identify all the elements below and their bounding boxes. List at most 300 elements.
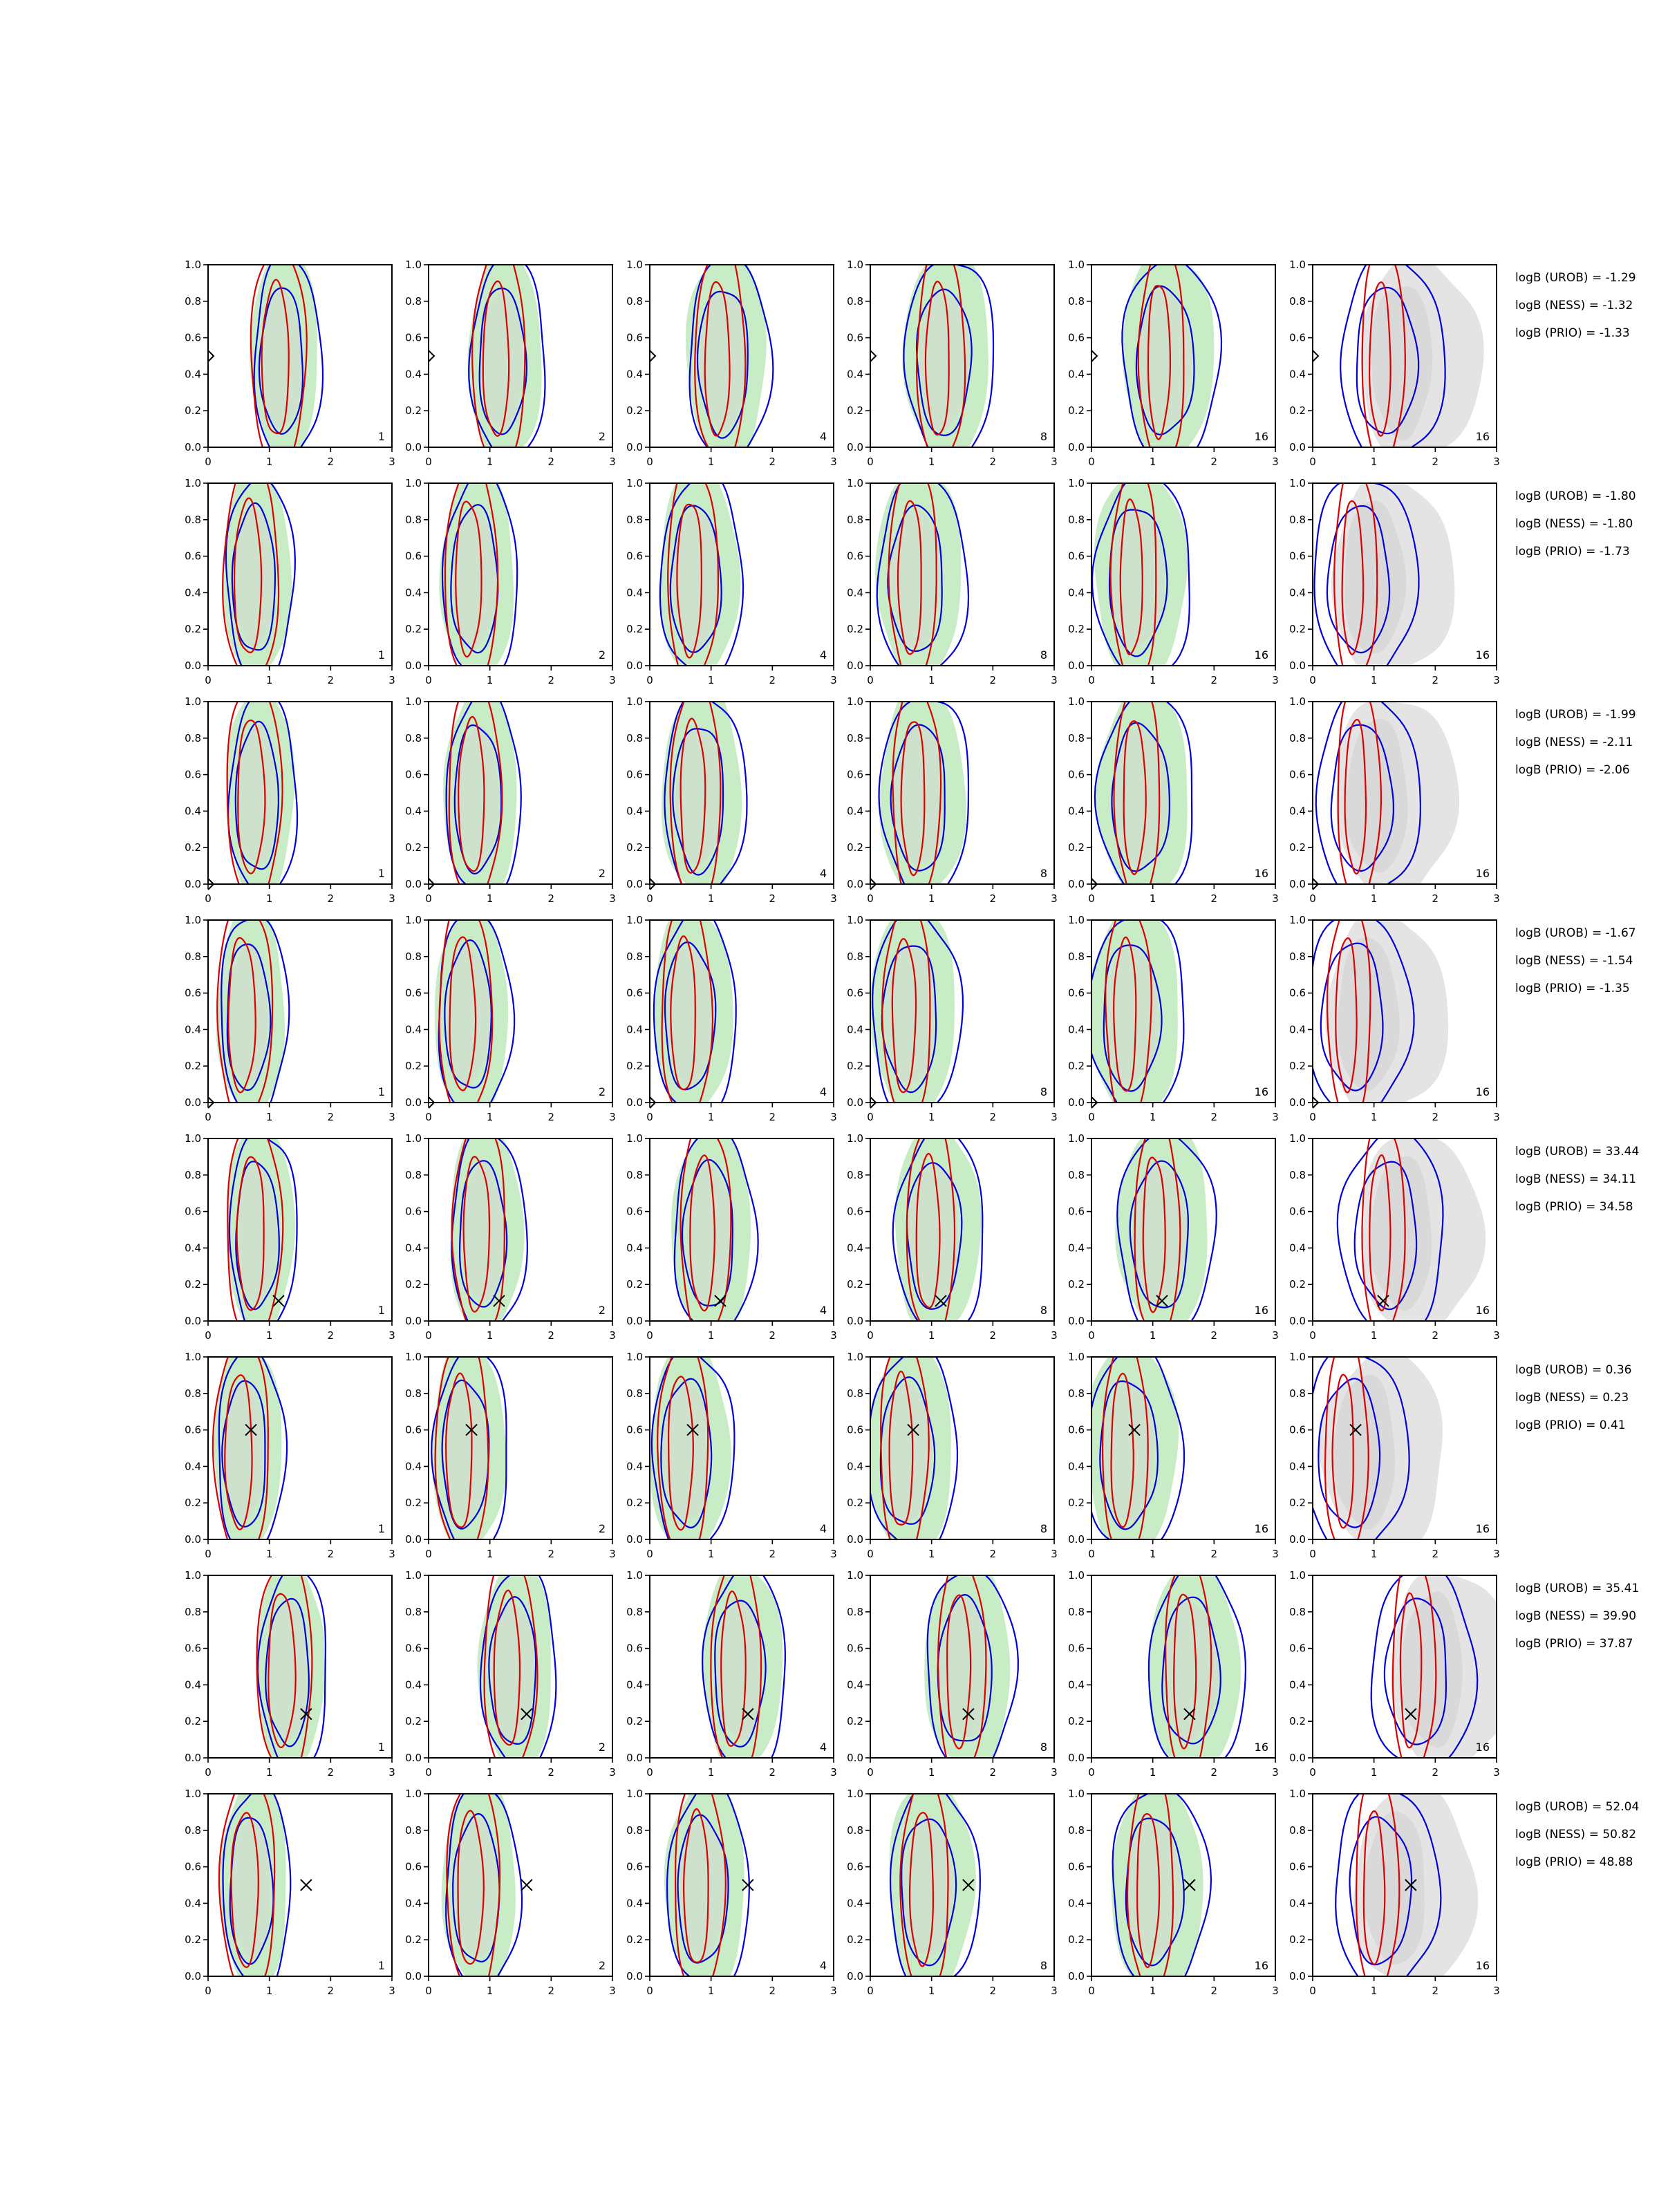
column-label: 1: [377, 1085, 385, 1098]
x-tick-label: 1: [486, 1548, 494, 1560]
y-tick-label: 0.0: [1068, 1315, 1085, 1327]
y-tick-label: 0.2: [185, 841, 201, 854]
y-tick-label: 0.4: [405, 1241, 422, 1255]
x-tick-label: 0: [1309, 674, 1316, 686]
y-tick-label: 0.0: [1068, 441, 1085, 453]
x-tick-label: 1: [928, 1766, 935, 1779]
x-tick-label: 3: [1493, 892, 1500, 905]
panel-r2-c1: [185, 464, 395, 686]
x-tick-label: 1: [928, 1985, 935, 1997]
x-tick-label: 3: [1272, 1766, 1279, 1779]
y-tick-label: 0.6: [185, 1860, 201, 1873]
y-tick-label: 0.4: [626, 1897, 643, 1910]
x-tick-label: 1: [265, 456, 273, 468]
y-tick-label: 0.6: [847, 331, 863, 344]
column-label: 1: [377, 1304, 385, 1317]
x-tick-label: 1: [1370, 1329, 1378, 1342]
x-tick-label: 1: [265, 1111, 273, 1123]
logB-label: logB (UROB) = -1.67: [1515, 926, 1636, 940]
logB-label: logB (PRIO) = -1.33: [1515, 326, 1630, 340]
y-tick-label: 0.6: [1068, 768, 1085, 781]
x-tick-label: 3: [1272, 1548, 1279, 1560]
y-tick-label: 1.0: [626, 259, 643, 271]
y-tick-label: 0.4: [405, 586, 422, 599]
y-tick-label: 1.0: [626, 1569, 643, 1582]
column-label: 2: [598, 1522, 606, 1535]
y-tick-label: 0.8: [405, 1168, 422, 1181]
logB-annotations-row-8: [1515, 1800, 1639, 1869]
column-label: 8: [1040, 1085, 1047, 1098]
logB-label: logB (NESS) = 0.23: [1515, 1391, 1629, 1405]
panel-r5-c3: [626, 1118, 837, 1342]
panel-r7-c2: [405, 1557, 616, 1779]
y-tick-label: 0.2: [1289, 404, 1306, 418]
x-tick-label: 0: [867, 674, 874, 686]
logB-label: logB (UROB) = 52.04: [1515, 1800, 1640, 1814]
panel-r2-c2: [405, 460, 616, 686]
y-tick-label: 0.6: [1068, 1642, 1085, 1655]
panel-r6-c1: [185, 1338, 395, 1560]
x-tick-label: 0: [205, 892, 212, 905]
logB-label: logB (PRIO) = 34.58: [1515, 1200, 1633, 1214]
panel-r7-c1: [185, 1557, 395, 1779]
y-tick-label: 0.0: [1068, 1533, 1085, 1546]
y-tick-label: 0.6: [185, 550, 201, 563]
x-tick-label: 2: [989, 674, 997, 686]
x-tick-label: 2: [769, 1766, 776, 1779]
panel-r2-c5: [1068, 465, 1279, 687]
panel-r1-c4: [847, 245, 1058, 468]
y-tick-label: 0.8: [1068, 950, 1085, 963]
x-tick-label: 1: [1149, 1111, 1156, 1123]
column-label: 16: [1254, 1959, 1268, 1972]
y-tick-label: 0.4: [185, 1241, 201, 1255]
column-label: 8: [1040, 1304, 1047, 1317]
logB-label: logB (NESS) = -2.11: [1515, 735, 1633, 749]
column-label: 16: [1254, 1304, 1268, 1317]
x-tick-label: 0: [1309, 456, 1316, 468]
y-tick-label: 1.0: [405, 477, 422, 489]
y-tick-label: 0.8: [1068, 294, 1085, 308]
y-tick-label: 1.0: [847, 1351, 863, 1363]
y-tick-label: 1.0: [405, 1132, 422, 1145]
x-tick-label: 3: [830, 1111, 837, 1123]
y-tick-label: 0.0: [1289, 1533, 1306, 1546]
x-tick-label: 1: [265, 1985, 273, 1997]
x-tick-label: 2: [1210, 1766, 1218, 1779]
x-tick-label: 1: [486, 1766, 494, 1779]
y-tick-label: 0.2: [847, 1060, 863, 1073]
x-tick-label: 3: [1272, 1329, 1279, 1342]
y-tick-label: 0.2: [405, 1278, 422, 1291]
y-tick-label: 0.8: [1289, 294, 1306, 308]
y-tick-label: 1.0: [1068, 1569, 1085, 1582]
x-tick-label: 3: [609, 456, 616, 468]
y-tick-label: 0.4: [847, 368, 863, 381]
y-tick-label: 0.0: [626, 659, 643, 672]
truth-marker: [1091, 350, 1097, 362]
y-tick-label: 1.0: [626, 914, 643, 926]
y-tick-label: 0.6: [626, 1642, 643, 1655]
x-tick-label: 0: [425, 1766, 432, 1779]
x-tick-label: 1: [486, 456, 494, 468]
y-tick-label: 1.0: [1068, 695, 1085, 708]
y-tick-label: 0.2: [1289, 1497, 1306, 1510]
logB-label: logB (UROB) = 0.36: [1515, 1363, 1632, 1377]
x-tick-label: 0: [425, 674, 432, 686]
panel-r5-c6: [1289, 1121, 1500, 1342]
y-tick-label: 1.0: [847, 695, 863, 708]
y-tick-label: 0.4: [626, 1023, 643, 1036]
x-tick-label: 0: [1088, 1329, 1095, 1342]
y-tick-label: 0.4: [1068, 1460, 1085, 1473]
y-tick-label: 0.2: [405, 1933, 422, 1947]
x-tick-label: 3: [388, 1111, 395, 1123]
x-tick-label: 1: [265, 1329, 273, 1342]
y-tick-label: 1.0: [1289, 1351, 1306, 1363]
y-tick-label: 0.8: [405, 294, 422, 308]
y-tick-label: 0.4: [185, 586, 201, 599]
x-tick-label: 3: [830, 1985, 837, 1997]
x-tick-label: 0: [425, 892, 432, 905]
y-tick-label: 0.0: [405, 878, 422, 890]
y-tick-label: 0.0: [626, 441, 643, 453]
y-tick-label: 0.8: [405, 950, 422, 963]
logB-label: logB (NESS) = -1.32: [1515, 299, 1633, 312]
x-tick-label: 1: [1149, 892, 1156, 905]
y-tick-label: 0.2: [405, 1497, 422, 1510]
y-tick-label: 0.6: [1068, 1205, 1085, 1218]
x-tick-label: 2: [327, 1766, 335, 1779]
x-tick-label: 1: [707, 674, 715, 686]
y-tick-label: 0.6: [847, 1860, 863, 1873]
y-tick-label: 0.4: [626, 1460, 643, 1473]
y-tick-label: 0.4: [405, 1460, 422, 1473]
x-tick-label: 1: [1370, 1111, 1378, 1123]
y-tick-label: 0.6: [405, 768, 422, 781]
y-tick-label: 0.4: [1068, 805, 1085, 818]
y-tick-label: 1.0: [1289, 477, 1306, 489]
x-tick-label: 1: [486, 892, 494, 905]
x-tick-label: 0: [1088, 1111, 1095, 1123]
y-tick-label: 0.8: [847, 1605, 863, 1618]
y-tick-label: 0.8: [626, 294, 643, 308]
y-tick-label: 0.4: [1068, 1897, 1085, 1910]
y-tick-label: 1.0: [1289, 1788, 1306, 1800]
x-tick-label: 1: [707, 1985, 715, 1997]
y-tick-label: 0.2: [1289, 1060, 1306, 1073]
y-tick-label: 0.0: [405, 1533, 422, 1546]
column-label: 8: [1040, 867, 1047, 880]
column-label: 1: [377, 867, 385, 880]
panel-r1-c2: [405, 242, 616, 468]
x-tick-label: 2: [989, 1111, 997, 1123]
column-label: 4: [819, 648, 827, 662]
y-tick-label: 0.8: [405, 1824, 422, 1837]
x-tick-label: 3: [1493, 1766, 1500, 1779]
panel-r6-c4: [847, 1339, 1058, 1560]
x-tick-label: 1: [1370, 456, 1378, 468]
y-tick-label: 0.2: [1068, 1278, 1085, 1291]
y-tick-label: 1.0: [1068, 477, 1085, 489]
y-tick-label: 1.0: [1289, 695, 1306, 708]
column-label: 1: [377, 430, 385, 443]
x-tick-label: 1: [928, 456, 935, 468]
y-tick-label: 1.0: [405, 1569, 422, 1582]
column-label: 8: [1040, 648, 1047, 662]
x-tick-label: 3: [1051, 1329, 1058, 1342]
x-tick-label: 3: [1051, 456, 1058, 468]
y-tick-label: 0.8: [847, 950, 863, 963]
panel-r6-c5: [1068, 1333, 1279, 1560]
x-tick-label: 0: [205, 1766, 212, 1779]
y-tick-label: 0.8: [847, 731, 863, 744]
y-tick-label: 0.4: [405, 1023, 422, 1036]
panel-r8-c1: [185, 1775, 395, 1997]
x-tick-label: 0: [1309, 892, 1316, 905]
logB-label: logB (UROB) = 33.44: [1515, 1145, 1640, 1159]
y-tick-label: 0.0: [185, 1096, 201, 1109]
panel-r7-c4: [847, 1554, 1058, 1779]
truth-marker: [521, 1880, 532, 1891]
x-tick-label: 2: [1432, 674, 1439, 686]
y-tick-label: 0.8: [185, 1605, 201, 1618]
y-tick-label: 0.6: [185, 1642, 201, 1655]
y-tick-label: 0.6: [405, 1423, 422, 1436]
x-tick-label: 3: [1051, 1985, 1058, 1997]
panel-r2-c4: [847, 469, 1058, 688]
panel-r6-c3: [626, 1336, 837, 1560]
y-tick-label: 0.0: [185, 1315, 201, 1327]
x-tick-label: 3: [609, 1548, 616, 1560]
y-tick-label: 0.4: [185, 805, 201, 818]
x-tick-label: 2: [547, 1548, 555, 1560]
panel-r4-c1: [185, 904, 395, 1125]
y-tick-label: 0.4: [1289, 1241, 1306, 1255]
y-tick-label: 1.0: [1289, 259, 1306, 271]
y-tick-label: 0.0: [1289, 1970, 1306, 1983]
y-tick-label: 0.6: [1289, 768, 1306, 781]
y-tick-label: 0.8: [626, 731, 643, 744]
logB-label: logB (NESS) = 39.90: [1515, 1609, 1637, 1623]
column-label: 16: [1475, 1522, 1490, 1535]
panel-r1-c1: [185, 247, 395, 468]
panel-r4-c6: [1289, 901, 1500, 1124]
x-tick-label: 1: [1370, 1548, 1378, 1560]
column-label: 2: [598, 1959, 606, 1972]
logB-label: logB (NESS) = 50.82: [1515, 1828, 1637, 1841]
panel-r2-c3: [626, 465, 837, 687]
y-tick-label: 0.4: [847, 805, 863, 818]
panel-r3-c1: [185, 687, 395, 906]
column-label: 16: [1254, 867, 1268, 880]
y-tick-label: 0.8: [626, 1605, 643, 1618]
y-tick-label: 0.4: [185, 1678, 201, 1691]
x-tick-label: 2: [547, 1766, 555, 1779]
x-tick-label: 2: [1210, 1985, 1218, 1997]
x-tick-label: 2: [1210, 674, 1218, 686]
y-tick-label: 0.2: [185, 1715, 201, 1728]
y-tick-label: 0.0: [185, 441, 201, 453]
y-tick-label: 0.6: [185, 1423, 201, 1436]
y-tick-label: 0.8: [1289, 1168, 1306, 1181]
y-tick-label: 0.2: [1068, 1715, 1085, 1728]
column-label: 2: [598, 1741, 606, 1754]
y-tick-label: 0.4: [185, 368, 201, 381]
column-label: 16: [1254, 648, 1268, 662]
y-tick-label: 0.8: [847, 1387, 863, 1400]
x-tick-label: 3: [388, 456, 395, 468]
y-tick-label: 0.4: [847, 586, 863, 599]
x-tick-label: 3: [1272, 892, 1279, 905]
panel-r8-c6: [1289, 1779, 1500, 1998]
y-tick-label: 0.8: [185, 731, 201, 744]
y-tick-label: 1.0: [185, 914, 201, 926]
y-tick-label: 0.6: [1289, 986, 1306, 1000]
x-tick-label: 3: [1493, 456, 1500, 468]
panel-r5-c2: [405, 1121, 616, 1342]
y-tick-label: 1.0: [1068, 259, 1085, 271]
x-tick-label: 2: [989, 456, 997, 468]
column-label: 8: [1040, 1959, 1047, 1972]
y-tick-label: 0.4: [1289, 805, 1306, 818]
y-tick-label: 0.2: [185, 1933, 201, 1947]
column-label: 16: [1254, 1522, 1268, 1535]
y-tick-label: 0.2: [1068, 1933, 1085, 1947]
column-label: 4: [819, 1522, 827, 1535]
x-tick-label: 2: [989, 1548, 997, 1560]
x-tick-label: 2: [327, 892, 335, 905]
truth-marker: [429, 350, 434, 362]
column-label: 2: [598, 867, 606, 880]
panel-r7-c5: [1068, 1556, 1279, 1779]
y-tick-label: 0.6: [847, 986, 863, 1000]
x-tick-label: 1: [265, 1548, 273, 1560]
x-tick-label: 3: [609, 1329, 616, 1342]
y-tick-label: 1.0: [626, 1351, 643, 1363]
y-tick-label: 0.4: [405, 1678, 422, 1691]
y-tick-label: 1.0: [626, 1788, 643, 1800]
column-label: 8: [1040, 1741, 1047, 1754]
logB-label: logB (PRIO) = 0.41: [1515, 1418, 1626, 1432]
x-tick-label: 1: [707, 1111, 715, 1123]
x-tick-label: 1: [1149, 1766, 1156, 1779]
x-tick-label: 2: [989, 1985, 997, 1997]
x-tick-label: 3: [1493, 1329, 1500, 1342]
y-tick-label: 0.6: [847, 1205, 863, 1218]
x-tick-label: 3: [830, 674, 837, 686]
x-tick-label: 3: [1272, 674, 1279, 686]
panel-r3-c6: [1289, 685, 1500, 905]
y-tick-label: 0.8: [1289, 1387, 1306, 1400]
y-tick-label: 1.0: [185, 1569, 201, 1582]
y-tick-label: 0.0: [626, 1096, 643, 1109]
y-tick-label: 1.0: [185, 1788, 201, 1800]
x-tick-label: 1: [1370, 674, 1378, 686]
x-tick-label: 2: [1210, 456, 1218, 468]
y-tick-label: 0.0: [405, 1315, 422, 1327]
panel-r4-c3: [626, 900, 837, 1123]
column-label: 16: [1475, 1959, 1490, 1972]
y-tick-label: 1.0: [626, 477, 643, 489]
panel-r1-c3: [626, 244, 837, 468]
y-tick-label: 0.8: [405, 731, 422, 744]
x-tick-label: 1: [1149, 1329, 1156, 1342]
y-tick-label: 0.0: [185, 878, 201, 890]
y-tick-label: 0.8: [1289, 513, 1306, 526]
x-tick-label: 3: [830, 1766, 837, 1779]
logB-label: logB (UROB) = -1.99: [1515, 708, 1636, 722]
y-tick-label: 0.6: [626, 768, 643, 781]
column-label: 16: [1254, 1741, 1268, 1754]
x-tick-label: 3: [388, 674, 395, 686]
y-tick-label: 0.4: [847, 1241, 863, 1255]
y-tick-label: 0.0: [847, 441, 863, 453]
y-tick-label: 0.2: [1068, 1060, 1085, 1073]
x-tick-label: 2: [769, 1329, 776, 1342]
column-label: 1: [377, 648, 385, 662]
y-tick-label: 0.0: [847, 1970, 863, 1983]
panel-r3-c2: [405, 682, 616, 905]
column-label: 16: [1254, 1085, 1268, 1098]
x-tick-label: 3: [1051, 1548, 1058, 1560]
y-tick-label: 0.8: [185, 513, 201, 526]
y-tick-label: 0.2: [626, 841, 643, 854]
truth-marker: [1313, 350, 1318, 362]
y-tick-label: 1.0: [847, 477, 863, 489]
y-tick-label: 0.4: [405, 368, 422, 381]
x-tick-label: 0: [205, 1985, 212, 1997]
y-tick-label: 0.8: [1068, 1605, 1085, 1618]
x-tick-label: 2: [1432, 892, 1439, 905]
logB-label: logB (PRIO) = 48.88: [1515, 1855, 1633, 1869]
y-tick-label: 0.8: [1068, 1387, 1085, 1400]
y-tick-label: 0.6: [405, 550, 422, 563]
y-tick-label: 0.8: [626, 1387, 643, 1400]
panel-r4-c5: [1068, 903, 1279, 1123]
x-tick-label: 0: [867, 1329, 874, 1342]
y-tick-label: 0.4: [185, 1460, 201, 1473]
y-tick-label: 0.8: [847, 513, 863, 526]
y-tick-label: 1.0: [1068, 1351, 1085, 1363]
y-tick-label: 0.4: [1289, 1897, 1306, 1910]
y-tick-label: 0.8: [185, 950, 201, 963]
x-tick-label: 0: [1088, 892, 1095, 905]
column-label: 16: [1254, 430, 1268, 443]
y-tick-label: 0.8: [185, 294, 201, 308]
y-tick-label: 0.0: [847, 1752, 863, 1764]
x-tick-label: 0: [205, 1111, 212, 1123]
y-tick-label: 0.8: [1068, 1168, 1085, 1181]
truth-marker: [870, 350, 876, 362]
y-tick-label: 0.2: [1289, 1278, 1306, 1291]
y-tick-label: 1.0: [1068, 914, 1085, 926]
x-tick-label: 0: [867, 1548, 874, 1560]
y-tick-label: 0.6: [1068, 331, 1085, 344]
x-tick-label: 2: [547, 1985, 555, 1997]
x-tick-label: 3: [1272, 456, 1279, 468]
x-tick-label: 0: [1309, 1548, 1316, 1560]
x-tick-label: 0: [867, 1111, 874, 1123]
y-tick-label: 0.4: [185, 1023, 201, 1036]
y-tick-label: 0.0: [405, 441, 422, 453]
y-tick-label: 0.6: [1068, 1423, 1085, 1436]
x-tick-label: 1: [1149, 1985, 1156, 1997]
y-tick-label: 0.2: [626, 1497, 643, 1510]
y-tick-label: 0.2: [405, 841, 422, 854]
y-tick-label: 0.0: [626, 1315, 643, 1327]
y-tick-label: 0.2: [626, 1278, 643, 1291]
